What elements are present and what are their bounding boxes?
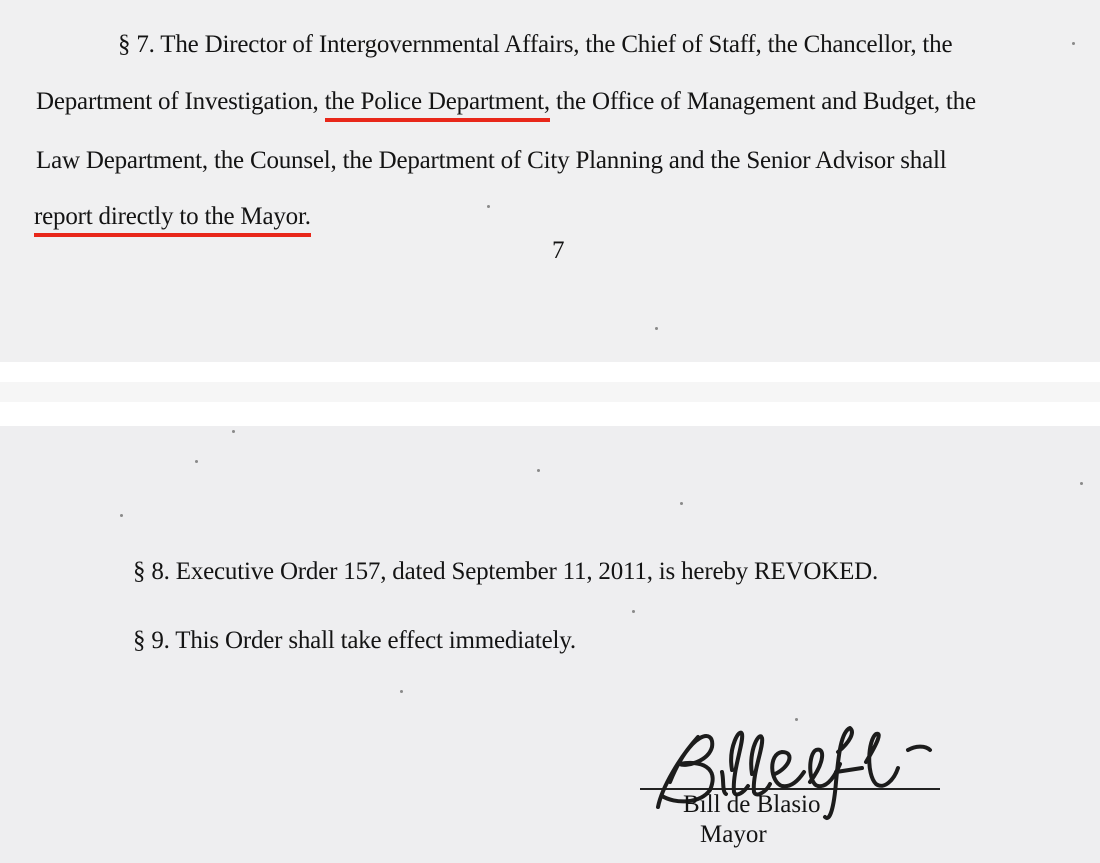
scan-speck xyxy=(232,430,235,433)
section-7-line-4 xyxy=(34,202,311,232)
scan-speck xyxy=(680,502,683,505)
document-page-top xyxy=(0,0,1100,362)
section-7-line-1: § 7. The Director of Intergovernmental Affairs, the Chief of Staff, the Chancellor, the xyxy=(118,31,953,58)
section-8: § 8. Executive Order 157, dated September 11, 2011, is hereby REVOKED. xyxy=(133,558,879,585)
scan-speck xyxy=(195,460,198,463)
section-7-line-2-end: the Office of Management and Budget, the xyxy=(549,88,976,115)
section-7-line-2-start: Department of Investigation, xyxy=(36,88,325,115)
section-7-line-2 xyxy=(36,87,976,117)
scan-speck xyxy=(487,205,490,208)
scan-speck xyxy=(1072,42,1075,45)
scan-speck xyxy=(632,610,635,613)
signatory-title: Mayor xyxy=(700,821,767,848)
signatory-name: Bill de Blasio xyxy=(683,791,821,818)
page-number: 7 xyxy=(552,237,565,264)
scan-speck xyxy=(120,514,123,517)
scan-speck xyxy=(537,469,540,472)
section-9: § 9. This Order shall take effect immediately. xyxy=(133,627,576,654)
section-7-line-3: Law Department, the Counsel, the Department of City Planning and the Senior Advisor shall xyxy=(36,147,947,174)
page-separator xyxy=(0,382,1100,402)
scan-speck xyxy=(400,690,403,693)
highlight-police-department: the Police Department, xyxy=(325,88,550,122)
scan-speck xyxy=(1080,482,1083,485)
scan-speck xyxy=(655,327,658,330)
highlight-report-to-mayor: report directly to the Mayor. xyxy=(34,203,311,237)
